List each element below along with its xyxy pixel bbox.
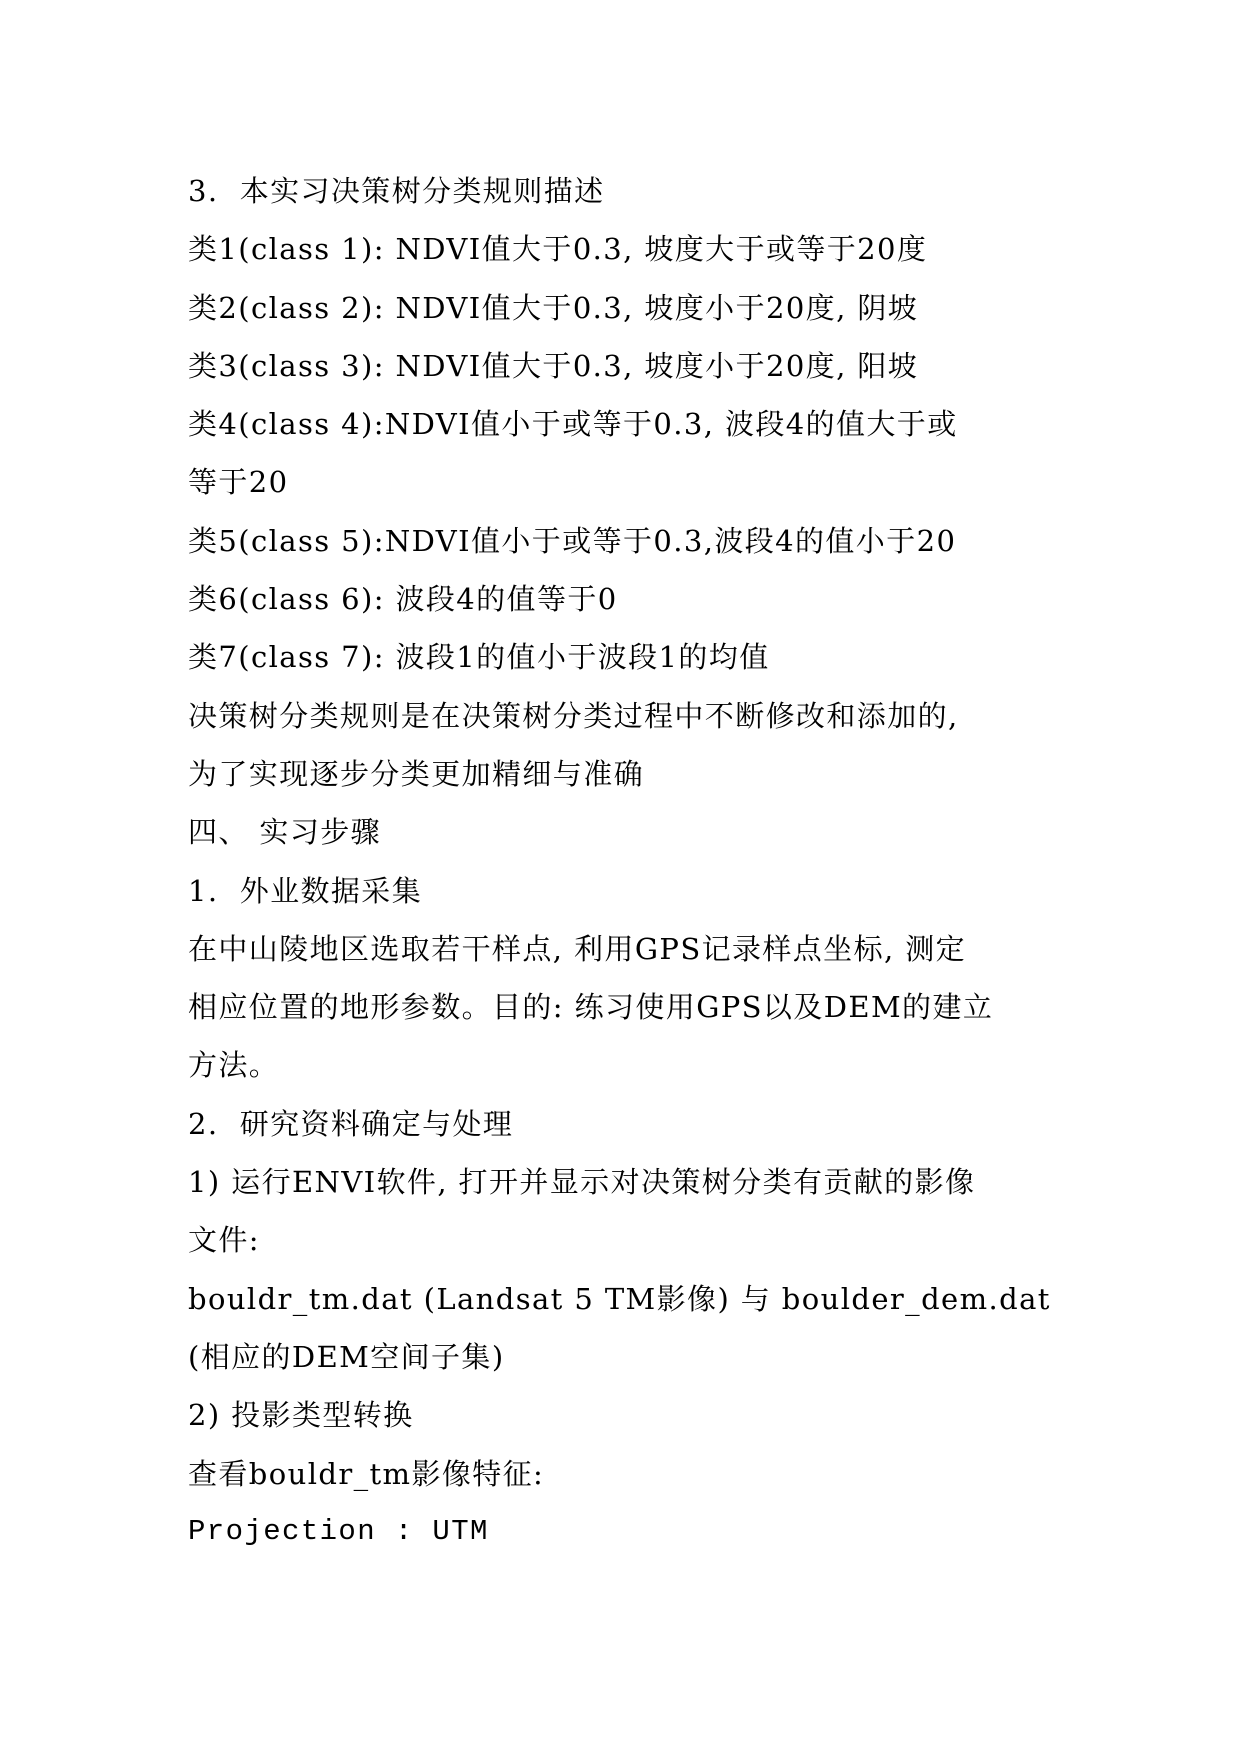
file-names-line: bouldr_tm.dat (Landsat 5 TM影像) 与 boulder_dem.dat [188,1281,1051,1316]
paragraph-text: 决策树分类规则是在决策树分类过程中不断修改和添加的, [188,698,959,733]
paragraph-text: 相应位置的地形参数。目的: 练习使用GPS以及DEM的建立 [188,990,994,1025]
rule-class-7: 类7(class 7): 波段1的值小于波段1的均值 [188,640,770,675]
paragraph-text: 为了实现逐步分类更加精细与准确 [188,756,645,791]
subsection-heading: 1. 外业数据采集 [188,873,423,908]
rule-class-4-continued: 等于20 [188,465,289,500]
rule-class-5: 类5(class 5):NDVI值小于或等于0.3,波段4的值小于20 [188,523,957,558]
rule-class-3: 类3(class 3): NDVI值大于0.3, 坡度小于20度, 阳坡 [188,348,919,383]
projection-line: Projection : UTM [188,1514,489,1548]
paragraph-text: 查看bouldr_tm影像特征: [188,1456,545,1491]
paragraph-text: 方法。 [188,1048,280,1083]
subsection-heading: 2. 研究资料确定与处理 [188,1106,514,1141]
section-heading: 3. 本实习决策树分类规则描述 [188,174,605,208]
document-body [188,162,1068,1561]
rule-class-2: 类2(class 2): NDVI值大于0.3, 坡度小于20度, 阴坡 [188,290,919,325]
rule-class-1: 类1(class 1): NDVI值大于0.3, 坡度大于或等于20度 [188,232,928,267]
rule-class-4: 类4(class 4):NDVI值小于或等于0.3, 波段4的值大于或 [188,407,958,442]
paragraph-text: (相应的DEM空间子集) [188,1339,505,1374]
paragraph-text: 在中山陵地区选取若干样点, 利用GPS记录样点坐标, 测定 [188,931,967,966]
step-item: 1) 运行ENVI软件, 打开并显示对决策树分类有贡献的影像 [188,1165,976,1200]
section-heading: 四、 实习步骤 [188,815,382,850]
step-item: 2) 投影类型转换 [188,1398,414,1433]
rule-class-6: 类6(class 6): 波段4的值等于0 [188,582,618,617]
paragraph-text: 文件: [188,1223,260,1258]
